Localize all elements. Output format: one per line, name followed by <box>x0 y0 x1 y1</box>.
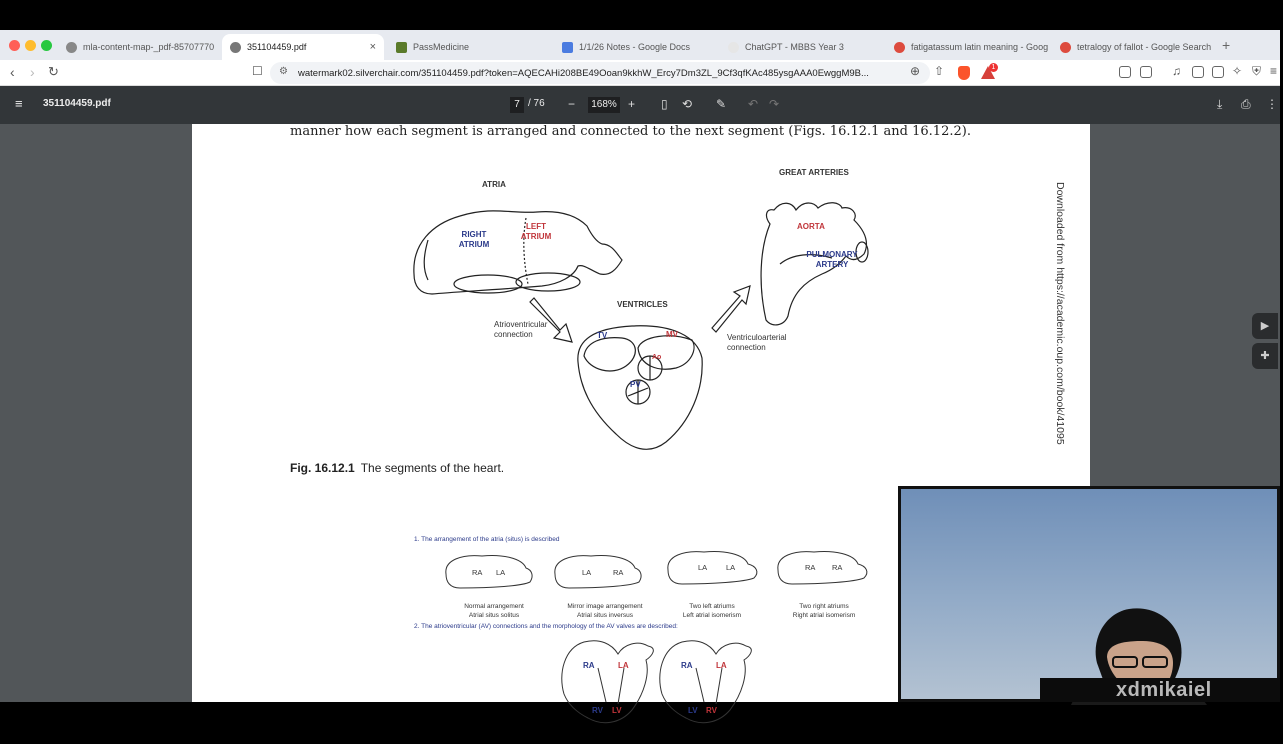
tab-label: ChatGPT - MBBS Year 3 <box>745 42 844 52</box>
tab-label: 1/1/26 Notes - Google Docs <box>579 42 691 52</box>
pulmonary-artery-label: PULMONARY ARTERY <box>806 250 858 269</box>
address-bar[interactable] <box>270 62 930 84</box>
pdf-filename: 351104459.pdf <box>43 98 111 109</box>
caption-number: Fig. 16.12.1 <box>290 461 355 475</box>
aorta-label: AORTA <box>797 222 825 231</box>
reload-icon[interactable]: ↻ <box>48 64 59 79</box>
globe-icon <box>230 42 241 53</box>
new-tab-button[interactable]: + <box>1222 37 1231 53</box>
av-connection-label: Atrioventricular connection <box>494 320 548 339</box>
tab-label: 351104459.pdf <box>247 42 307 52</box>
minimize-window-button[interactable] <box>25 40 36 51</box>
maximize-window-button[interactable] <box>41 40 52 51</box>
panel2-caption: Mirror image arrangement <box>567 603 643 610</box>
tab-google-search-tof[interactable] <box>1052 34 1216 60</box>
leo-ai-icon[interactable]: ✧ <box>1232 64 1243 78</box>
tab-pdf[interactable] <box>222 34 384 60</box>
passmedicine-icon <box>396 42 407 53</box>
ventricles-heading: VENTRICLES <box>617 300 668 309</box>
tab-chatgpt[interactable] <box>720 34 880 60</box>
panel1-left-atrium: RA <box>472 568 483 577</box>
streamer-figure <box>901 489 1283 705</box>
caption-text: The segments of the heart. <box>360 461 505 475</box>
forward-icon[interactable]: › <box>30 64 35 80</box>
heart1-v1-label: RV <box>592 706 603 715</box>
tab-close-icon[interactable]: × <box>369 41 376 53</box>
mitral-valve-label: MV <box>666 330 678 339</box>
heart2-la-label: LA <box>716 661 727 670</box>
tab-label: fatigatassum latin meaning - Goog <box>911 42 1049 52</box>
panel1-caption: Normal arrangement <box>464 603 524 610</box>
heart1-ra-label: RA <box>583 661 595 670</box>
arrow-va <box>712 286 750 332</box>
zoom-out-button[interactable]: − <box>568 97 576 111</box>
heart2-ra-label: RA <box>681 661 693 670</box>
tab-label: mla-content-map-_pdf-85707770 <box>83 42 215 52</box>
panel1-subcaption: Atrial situs solitus <box>468 612 520 619</box>
pdf-menu-icon[interactable]: ≡ <box>15 96 23 111</box>
panel4-subcaption: Right atrial isomerism <box>792 612 856 619</box>
sidebar-icon[interactable] <box>1192 66 1204 78</box>
annotate-icon[interactable]: ✎ <box>716 97 727 111</box>
rewards-badge: 1 <box>989 63 998 72</box>
aortic-valve-label: Ao <box>652 354 662 361</box>
more-options-icon[interactable]: ⋮ <box>1266 97 1278 111</box>
tab-google-search-latin[interactable] <box>886 34 1049 60</box>
tricuspid-valve-label: TV <box>597 331 608 340</box>
add-note-icon[interactable]: ✚ <box>1252 343 1278 369</box>
docs-icon <box>562 42 573 53</box>
site-info-icon[interactable]: ⚙ <box>279 66 288 77</box>
tab-strip <box>0 30 1280 60</box>
panel4-right-atrium: RA <box>832 563 843 572</box>
bookmark-icon[interactable]: ☐ <box>252 64 263 78</box>
panel3-left-atrium: LA <box>698 563 708 572</box>
tab-google-docs[interactable] <box>554 34 714 60</box>
zoom-icon[interactable]: ⊕ <box>910 64 921 78</box>
heart-segments-figure <box>192 144 1090 474</box>
tab-label: tetralogy of fallot - Google Search <box>1077 42 1212 52</box>
streamer-name: xdmikaiel <box>1116 679 1212 701</box>
zoom-level-input[interactable]: 168% <box>588 97 620 113</box>
streamer-nametag <box>1040 678 1280 702</box>
google-icon <box>1060 42 1071 53</box>
va-connection-label: Ventriculoarterial connection <box>727 333 787 352</box>
heart1-la-label: LA <box>618 661 629 670</box>
close-window-button[interactable] <box>9 40 20 51</box>
left-atrium-label: LEFT ATRIUM <box>520 222 552 241</box>
browser-toolbar <box>0 60 1280 86</box>
download-watermark <box>1046 182 1072 487</box>
panel1-right-atrium: LA <box>496 568 506 577</box>
panel3-caption: Two left atriums <box>689 603 735 610</box>
heart2-v1-label: LV <box>688 706 698 715</box>
rotate-icon[interactable]: ⟲ <box>682 97 693 111</box>
heart1-v2-label: LV <box>612 706 622 715</box>
panel2-subcaption: Atrial situs inversus <box>577 612 633 619</box>
pulmonary-valve-label: PV <box>630 380 641 389</box>
chatgpt-icon <box>728 42 739 53</box>
share-icon[interactable]: ⇧ <box>934 64 945 78</box>
panel4-caption: Two right atriums <box>799 603 849 610</box>
heart2-v2-label: RV <box>706 706 717 715</box>
tab-label: PassMedicine <box>413 42 470 52</box>
panel3-subcaption: Left atrial isomerism <box>682 612 742 619</box>
great-arteries-heading: GREAT ARTERIES <box>779 168 849 177</box>
globe-icon <box>66 42 77 53</box>
tab-mla-content-map[interactable] <box>58 34 218 60</box>
menu-icon[interactable]: ≡ <box>1270 64 1278 78</box>
extension-icon[interactable] <box>1119 66 1131 78</box>
vpn-icon[interactable]: ⛨ <box>1252 64 1262 78</box>
wallet-icon[interactable] <box>1212 66 1224 78</box>
url-text: watermark02.silverchair.com/351104459.pdf?token=AQECAHi208BE49Ooan9kkhW_Ercy7Dm3ZL_9Cf3qfKAc485ysgAAA0EwggM9B... <box>298 67 869 79</box>
undo-icon[interactable]: ↶ <box>748 97 759 111</box>
brave-shield-icon[interactable] <box>958 66 970 80</box>
download-icon[interactable]: ⤓ <box>1217 97 1223 111</box>
webcam-overlay <box>898 486 1280 702</box>
music-icon[interactable]: ♫ <box>1172 64 1181 78</box>
screenshot-icon[interactable] <box>1140 66 1152 78</box>
panel3-right-atrium: LA <box>726 563 736 572</box>
panel2-left-atrium: LA <box>582 568 592 577</box>
back-icon[interactable]: ‹ <box>10 64 15 80</box>
print-icon[interactable]: ⎙ <box>1241 97 1251 111</box>
panel2-right-atrium: RA <box>613 568 624 577</box>
watermark-text: Downloaded from https://academic.oup.com/book/41095 <box>1054 182 1066 445</box>
redo-icon[interactable]: ↷ <box>769 97 780 111</box>
atria-heading: ATRIA <box>482 180 506 189</box>
tab-passmedicine[interactable] <box>388 34 548 60</box>
play-icon[interactable]: ▶ <box>1252 313 1278 339</box>
zoom-in-button[interactable]: + <box>628 97 636 111</box>
pdf-toolbar <box>0 86 1280 124</box>
figure2-step2: 2. The atrioventricular (AV) connections and the morphology of the AV valves are described: <box>414 623 678 630</box>
body-text: manner how each segment is arranged and connected to the next segment (Figs. 16.12.1 and 16.12.2). <box>290 124 971 139</box>
figure2-step1: 1. The arrangement of the atria (situs) is described <box>414 536 560 543</box>
google-icon <box>894 42 905 53</box>
figure-caption <box>290 461 504 475</box>
right-atrium-label: RIGHT ATRIUM <box>458 230 490 249</box>
page-number-input[interactable]: 7 <box>510 97 524 113</box>
page-total: / 76 <box>528 98 545 109</box>
fit-page-icon[interactable]: ▯ <box>661 97 668 111</box>
panel4-left-atrium: RA <box>805 563 816 572</box>
